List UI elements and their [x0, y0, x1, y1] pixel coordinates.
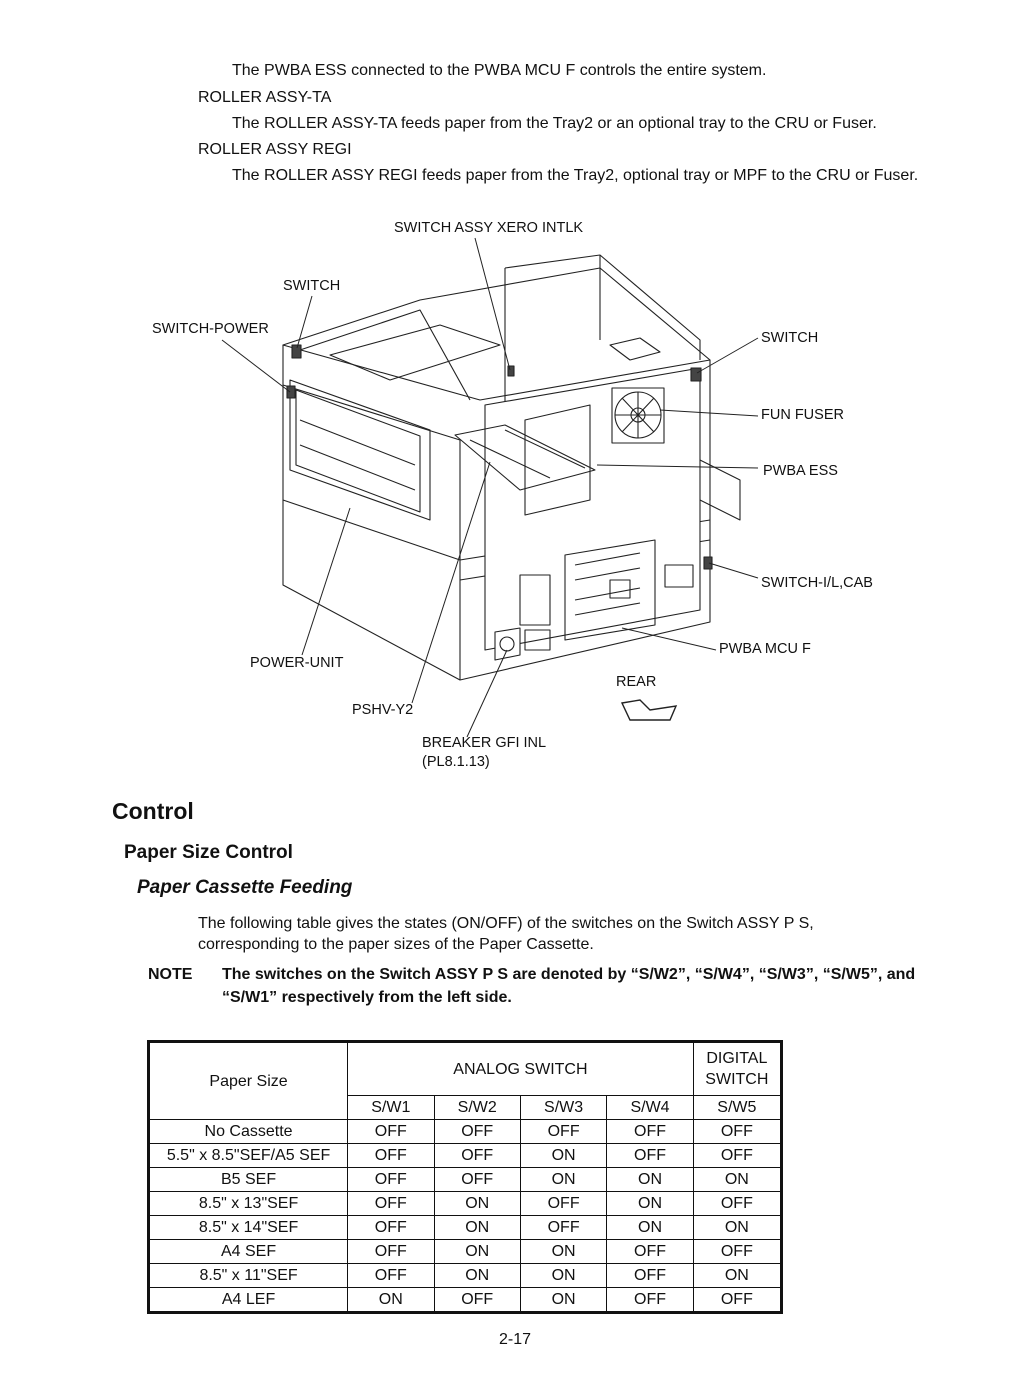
cell-sw4: OFF: [607, 1288, 693, 1313]
cell-sw3: ON: [520, 1288, 606, 1313]
cell-paper-size: A4 SEF: [149, 1240, 348, 1264]
cell-sw4: ON: [607, 1192, 693, 1216]
label-fun-fuser: FUN FUSER: [761, 407, 844, 423]
cell-sw3: OFF: [520, 1120, 606, 1144]
cell-sw5: ON: [693, 1264, 781, 1288]
label-pshv-y2: PSHV-Y2: [352, 702, 414, 718]
table-row: [149, 1264, 782, 1288]
cell-sw4: OFF: [607, 1120, 693, 1144]
cell-sw5: ON: [693, 1216, 781, 1240]
cell-sw5: OFF: [693, 1192, 781, 1216]
cell-sw2: OFF: [434, 1168, 520, 1192]
cell-paper-size: 5.5" x 8.5"SEF/A5 SEF: [149, 1144, 348, 1168]
table-row: [149, 1216, 782, 1240]
label-rear: REAR: [616, 674, 657, 690]
label-pwba-ess: PWBA ESS: [763, 463, 838, 479]
cell-sw5: OFF: [693, 1144, 781, 1168]
label-pwba-mcu-f: PWBA MCU F: [719, 641, 811, 657]
cell-paper-size: A4 LEF: [149, 1288, 348, 1313]
cell-sw4: OFF: [607, 1240, 693, 1264]
cell-paper-size: 8.5" x 14"SEF: [149, 1216, 348, 1240]
table-row: [149, 1288, 782, 1313]
cell-sw5: OFF: [693, 1288, 781, 1313]
cell-sw2: ON: [434, 1192, 520, 1216]
header-analog-switch: ANALOG SWITCH: [348, 1042, 694, 1096]
label-switch-power: SWITCH-POWER: [152, 321, 269, 337]
table-row: [149, 1144, 782, 1168]
cell-sw1: OFF: [348, 1240, 434, 1264]
roller-assy-regi-desc: The ROLLER ASSY REGI feeds paper from the Tray2, optional tray or MPF to the CRU or Fuser.: [232, 167, 919, 184]
cell-paper-size: No Cassette: [149, 1120, 348, 1144]
heading-paper-size-control: Paper Size Control: [124, 842, 293, 863]
roller-assy-ta-desc: The ROLLER ASSY-TA feeds paper from the Tray2 or an optional tray to the CRU or Fuser.: [232, 115, 877, 132]
cell-sw5: ON: [693, 1168, 781, 1192]
cell-paper-size: 8.5" x 13"SEF: [149, 1192, 348, 1216]
cell-sw3: ON: [520, 1240, 606, 1264]
cell-paper-size: B5 SEF: [149, 1168, 348, 1192]
cell-sw2: OFF: [434, 1288, 520, 1313]
label-switch-right: SWITCH: [761, 330, 819, 346]
label-switch-assy-xero-intlk: SWITCH ASSY XERO INTLK: [394, 220, 584, 236]
label-breaker-ref: (PL8.1.13): [422, 754, 490, 770]
cell-sw1: OFF: [348, 1144, 434, 1168]
cell-sw3: ON: [520, 1144, 606, 1168]
heading-paper-cassette-feeding: Paper Cassette Feeding: [137, 877, 353, 898]
cell-sw3: OFF: [520, 1192, 606, 1216]
roller-assy-ta-title: ROLLER ASSY-TA: [198, 89, 332, 106]
label-breaker-gfi-inl: BREAKER GFI INL: [422, 735, 547, 751]
cell-sw3: ON: [520, 1264, 606, 1288]
cell-sw1: OFF: [348, 1264, 434, 1288]
cell-sw5: OFF: [693, 1240, 781, 1264]
cell-sw4: OFF: [607, 1144, 693, 1168]
note-label: NOTE: [148, 966, 193, 983]
cell-sw2: ON: [434, 1264, 520, 1288]
table-row: [149, 1192, 782, 1216]
header-sw5: S/W5: [693, 1096, 781, 1120]
cell-paper-size: 8.5" x 11"SEF: [149, 1264, 348, 1288]
cell-sw2: ON: [434, 1216, 520, 1240]
cell-sw2: OFF: [434, 1120, 520, 1144]
cell-sw1: OFF: [348, 1216, 434, 1240]
table-row: [149, 1240, 782, 1264]
header-sw1: S/W1: [348, 1096, 434, 1120]
cell-sw3: OFF: [520, 1216, 606, 1240]
cell-sw2: OFF: [434, 1144, 520, 1168]
note-text: The switches on the Switch ASSY P S are denoted by “S/W2”, “S/W4”, “S/W3”, “S/W5”, and “S/W1” respectively from the left side.: [222, 966, 916, 1006]
cell-sw1: OFF: [348, 1168, 434, 1192]
cell-sw3: ON: [520, 1168, 606, 1192]
header-paper-size: Paper Size: [149, 1042, 348, 1120]
table-row: [149, 1120, 782, 1144]
header-sw3: S/W3: [520, 1096, 606, 1120]
cell-sw1: ON: [348, 1288, 434, 1313]
cell-sw4: ON: [607, 1216, 693, 1240]
label-power-unit: POWER-UNIT: [250, 655, 344, 671]
page-number: 2-17: [499, 1331, 532, 1348]
rear-arrow-icon: [622, 700, 676, 720]
cell-sw1: OFF: [348, 1192, 434, 1216]
label-switch-il-cab: SWITCH-I/L,CAB: [761, 575, 873, 591]
cell-sw1: OFF: [348, 1120, 434, 1144]
header-digital-switch: DIGITAL SWITCH: [693, 1042, 781, 1096]
header-sw4: S/W4: [607, 1096, 693, 1120]
cell-sw4: ON: [607, 1168, 693, 1192]
heading-control: Control: [112, 798, 194, 824]
switch-state-table: [147, 1040, 783, 1314]
label-switch-left: SWITCH: [283, 278, 341, 294]
cell-sw2: ON: [434, 1240, 520, 1264]
cell-sw5: OFF: [693, 1120, 781, 1144]
roller-assy-regi-title: ROLLER ASSY REGI: [198, 141, 352, 158]
cell-sw4: OFF: [607, 1264, 693, 1288]
intro-sentence: The PWBA ESS connected to the PWBA MCU F controls the entire system.: [232, 62, 767, 79]
header-sw2: S/W2: [434, 1096, 520, 1120]
section-body-text: The following table gives the states (ON/OFF) of the switches on the Switch ASSY P S, corresponding to the paper sizes of the Paper Cassette.: [198, 915, 814, 953]
table-row: [149, 1168, 782, 1192]
